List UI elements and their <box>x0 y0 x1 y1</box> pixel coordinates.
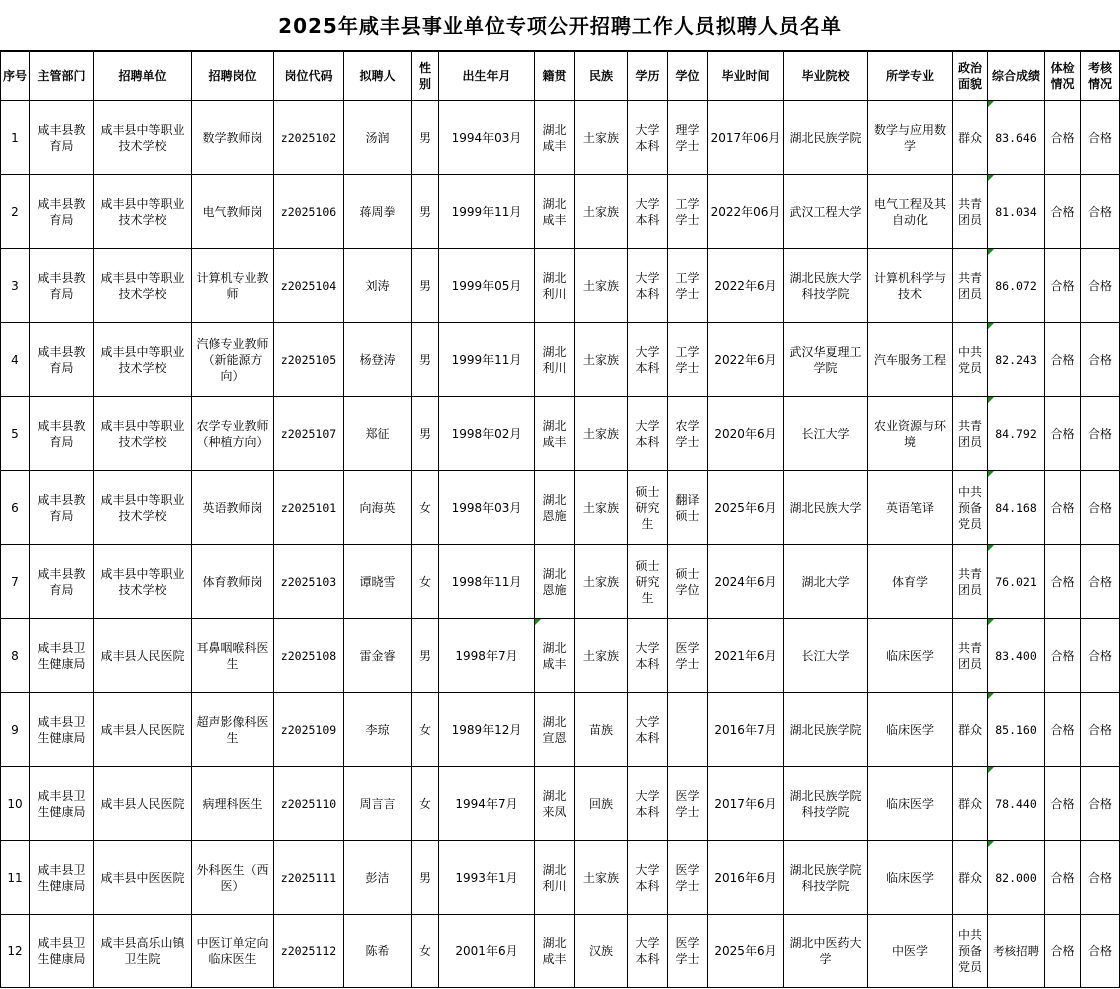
cell-employer[interactable]: 咸丰县人民医院 <box>94 619 192 693</box>
table-row[interactable] <box>1 397 1120 471</box>
cell-employer[interactable]: 咸丰县中等职业技术学校 <box>94 175 192 249</box>
cell-education[interactable]: 大学本科 <box>628 323 668 397</box>
cell-ethnicity[interactable]: 苗族 <box>575 693 628 767</box>
cell-major[interactable]: 农业资源与环境 <box>868 397 953 471</box>
cell-political-status[interactable]: 共青团员 <box>953 619 988 693</box>
table-row[interactable] <box>1 249 1120 323</box>
cell-major[interactable]: 临床医学 <box>868 841 953 915</box>
cell-index[interactable]: 7 <box>1 545 30 619</box>
cell-assessment[interactable]: 合格 <box>1081 619 1120 693</box>
cell-physical-exam[interactable]: 合格 <box>1045 101 1081 175</box>
cell-graduation-date[interactable]: 2022年6月 <box>708 323 784 397</box>
cell-score[interactable]: 84.168 <box>988 471 1045 545</box>
header-cell: 毕业院校 <box>784 52 868 101</box>
cell-employer[interactable]: 咸丰县人民医院 <box>94 767 192 841</box>
cell-position-code[interactable]: z2025101 <box>274 471 344 545</box>
cell-index[interactable]: 8 <box>1 619 30 693</box>
cell-graduation-date[interactable]: 2016年6月 <box>708 841 784 915</box>
cell-assessment[interactable]: 合格 <box>1081 175 1120 249</box>
cell-gender[interactable]: 男 <box>412 397 439 471</box>
cell-native-place[interactable]: 湖北利川 <box>535 841 575 915</box>
cell-score[interactable]: 86.072 <box>988 249 1045 323</box>
cell-degree[interactable]: 医学学士 <box>668 619 708 693</box>
cell-education[interactable]: 大学本科 <box>628 915 668 988</box>
cell-position[interactable]: 英语教师岗 <box>192 471 274 545</box>
cell-employer[interactable]: 咸丰县高乐山镇卫生院 <box>94 915 192 988</box>
cell-assessment[interactable]: 合格 <box>1081 323 1120 397</box>
cell-department[interactable]: 咸丰县教育局 <box>30 175 94 249</box>
cell-candidate-name[interactable]: 彭洁 <box>344 841 412 915</box>
cell-candidate-name[interactable]: 周言言 <box>344 767 412 841</box>
candidate-table <box>0 51 1120 988</box>
cell-assessment[interactable]: 合格 <box>1081 841 1120 915</box>
cell-position-code[interactable]: z2025104 <box>274 249 344 323</box>
table-row[interactable] <box>1 915 1120 988</box>
header-cell: 学历 <box>628 52 668 101</box>
cell-employer[interactable]: 咸丰县中医医院 <box>94 841 192 915</box>
cell-school[interactable]: 湖北民族学院 <box>784 693 868 767</box>
cell-score[interactable]: 考核招聘 <box>988 915 1045 988</box>
cell-department[interactable]: 咸丰县教育局 <box>30 471 94 545</box>
cell-native-place[interactable]: 湖北来凤 <box>535 767 575 841</box>
cell-ethnicity[interactable]: 土家族 <box>575 175 628 249</box>
cell-native-place[interactable]: 湖北咸丰 <box>535 397 575 471</box>
cell-native-place[interactable]: 湖北咸丰 <box>535 915 575 988</box>
cell-ethnicity[interactable]: 土家族 <box>575 471 628 545</box>
cell-physical-exam[interactable]: 合格 <box>1045 693 1081 767</box>
cell-gender[interactable]: 男 <box>412 101 439 175</box>
cell-school[interactable]: 长江大学 <box>784 397 868 471</box>
cell-employer[interactable]: 咸丰县中等职业技术学校 <box>94 397 192 471</box>
cell-ethnicity[interactable]: 回族 <box>575 767 628 841</box>
cell-employer[interactable]: 咸丰县人民医院 <box>94 693 192 767</box>
cell-native-place[interactable]: 湖北咸丰 <box>535 101 575 175</box>
cell-index[interactable]: 2 <box>1 175 30 249</box>
cell-candidate-name[interactable]: 雷金睿 <box>344 619 412 693</box>
cell-department[interactable]: 咸丰县卫生健康局 <box>30 767 94 841</box>
cell-position-code[interactable]: z2025109 <box>274 693 344 767</box>
cell-birth-date[interactable]: 1998年7月 <box>439 619 535 693</box>
cell-graduation-date[interactable]: 2017年06月 <box>708 101 784 175</box>
cell-native-place[interactable]: 湖北利川 <box>535 249 575 323</box>
cell-index[interactable]: 6 <box>1 471 30 545</box>
cell-native-place[interactable]: 湖北咸丰 <box>535 175 575 249</box>
cell-education[interactable]: 大学本科 <box>628 693 668 767</box>
cell-index[interactable]: 5 <box>1 397 30 471</box>
cell-birth-date[interactable]: 1998年11月 <box>439 545 535 619</box>
cell-physical-exam[interactable]: 合格 <box>1045 767 1081 841</box>
cell-political-status[interactable]: 中共预备党员 <box>953 915 988 988</box>
cell-score[interactable]: 78.440 <box>988 767 1045 841</box>
cell-degree[interactable]: 农学学士 <box>668 397 708 471</box>
cell-candidate-name[interactable]: 刘涛 <box>344 249 412 323</box>
cell-index[interactable]: 4 <box>1 323 30 397</box>
cell-birth-date[interactable]: 1999年11月 <box>439 323 535 397</box>
document-title: 2025年咸丰县事业单位专项公开招聘工作人员拟聘人员名单 <box>0 0 1120 51</box>
cell-department[interactable]: 咸丰县卫生健康局 <box>30 693 94 767</box>
cell-physical-exam[interactable]: 合格 <box>1045 545 1081 619</box>
cell-position[interactable]: 电气教师岗 <box>192 175 274 249</box>
cell-gender[interactable]: 女 <box>412 915 439 988</box>
cell-school[interactable]: 湖北中医药大学 <box>784 915 868 988</box>
cell-degree[interactable]: 工学学士 <box>668 249 708 323</box>
cell-political-status[interactable]: 共青团员 <box>953 175 988 249</box>
cell-education[interactable]: 大学本科 <box>628 619 668 693</box>
cell-school[interactable]: 湖北民族学院科技学院 <box>784 767 868 841</box>
cell-graduation-date[interactable]: 2025年6月 <box>708 471 784 545</box>
cell-degree[interactable]: 医学学士 <box>668 841 708 915</box>
table-row[interactable] <box>1 545 1120 619</box>
table-row[interactable] <box>1 841 1120 915</box>
cell-native-place[interactable]: 湖北宣恩 <box>535 693 575 767</box>
cell-candidate-name[interactable]: 李琼 <box>344 693 412 767</box>
cell-employer[interactable]: 咸丰县中等职业技术学校 <box>94 471 192 545</box>
cell-school[interactable]: 长江大学 <box>784 619 868 693</box>
cell-assessment[interactable]: 合格 <box>1081 915 1120 988</box>
cell-employer[interactable]: 咸丰县中等职业技术学校 <box>94 323 192 397</box>
cell-major[interactable]: 电气工程及其自动化 <box>868 175 953 249</box>
cell-degree[interactable]: 工学学士 <box>668 323 708 397</box>
cell-score[interactable]: 82.243 <box>988 323 1045 397</box>
cell-ethnicity[interactable]: 土家族 <box>575 101 628 175</box>
cell-graduation-date[interactable]: 2024年6月 <box>708 545 784 619</box>
cell-position[interactable]: 体育教师岗 <box>192 545 274 619</box>
cell-education[interactable]: 硕士研究生 <box>628 545 668 619</box>
header-cell: 考核情况 <box>1081 52 1120 101</box>
cell-native-place[interactable]: 湖北恩施 <box>535 545 575 619</box>
cell-assessment[interactable]: 合格 <box>1081 249 1120 323</box>
table-row[interactable] <box>1 693 1120 767</box>
cell-political-status[interactable]: 群众 <box>953 767 988 841</box>
cell-assessment[interactable]: 合格 <box>1081 693 1120 767</box>
cell-school[interactable]: 湖北民族学院 <box>784 101 868 175</box>
cell-assessment[interactable]: 合格 <box>1081 397 1120 471</box>
cell-birth-date[interactable]: 1998年02月 <box>439 397 535 471</box>
cell-school[interactable]: 湖北民族大学科技学院 <box>784 249 868 323</box>
cell-education[interactable]: 大学本科 <box>628 841 668 915</box>
header-cell: 序号 <box>1 52 30 101</box>
table-row[interactable] <box>1 101 1120 175</box>
cell-ethnicity[interactable]: 土家族 <box>575 841 628 915</box>
cell-department[interactable]: 咸丰县卫生健康局 <box>30 619 94 693</box>
cell-major[interactable]: 临床医学 <box>868 693 953 767</box>
cell-department[interactable]: 咸丰县教育局 <box>30 101 94 175</box>
header-cell: 拟聘人 <box>344 52 412 101</box>
cell-major[interactable]: 汽车服务工程 <box>868 323 953 397</box>
cell-school[interactable]: 湖北大学 <box>784 545 868 619</box>
cell-index[interactable]: 1 <box>1 101 30 175</box>
cell-major[interactable]: 中医学 <box>868 915 953 988</box>
cell-major[interactable]: 临床医学 <box>868 767 953 841</box>
cell-major[interactable]: 临床医学 <box>868 619 953 693</box>
cell-gender[interactable]: 男 <box>412 175 439 249</box>
cell-candidate-name[interactable]: 汤润 <box>344 101 412 175</box>
cell-gender[interactable]: 男 <box>412 323 439 397</box>
cell-position[interactable]: 中医订单定向临床医生 <box>192 915 274 988</box>
cell-native-place[interactable]: 湖北恩施 <box>535 471 575 545</box>
cell-physical-exam[interactable]: 合格 <box>1045 175 1081 249</box>
cell-ethnicity[interactable]: 土家族 <box>575 619 628 693</box>
cell-political-status[interactable]: 群众 <box>953 101 988 175</box>
cell-position-code[interactable]: z2025111 <box>274 841 344 915</box>
cell-education[interactable]: 大学本科 <box>628 101 668 175</box>
header-cell: 性别 <box>412 52 439 101</box>
cell-position-code[interactable]: z2025108 <box>274 619 344 693</box>
cell-department[interactable]: 咸丰县教育局 <box>30 323 94 397</box>
cell-gender[interactable]: 男 <box>412 841 439 915</box>
cell-political-status[interactable]: 共青团员 <box>953 545 988 619</box>
cell-candidate-name[interactable]: 谭晓雪 <box>344 545 412 619</box>
cell-department[interactable]: 咸丰县教育局 <box>30 249 94 323</box>
cell-index[interactable]: 12 <box>1 915 30 988</box>
cell-gender[interactable]: 女 <box>412 471 439 545</box>
cell-birth-date[interactable]: 1998年03月 <box>439 471 535 545</box>
cell-education[interactable]: 大学本科 <box>628 397 668 471</box>
cell-score[interactable]: 85.160 <box>988 693 1045 767</box>
cell-index[interactable]: 11 <box>1 841 30 915</box>
cell-gender[interactable]: 女 <box>412 767 439 841</box>
cell-position-code[interactable]: z2025107 <box>274 397 344 471</box>
header-cell: 主管部门 <box>30 52 94 101</box>
cell-birth-date[interactable]: 1994年7月 <box>439 767 535 841</box>
cell-political-status[interactable]: 共青团员 <box>953 249 988 323</box>
cell-birth-date[interactable]: 1999年11月 <box>439 175 535 249</box>
cell-graduation-date[interactable]: 2020年6月 <box>708 397 784 471</box>
cell-gender[interactable]: 女 <box>412 545 439 619</box>
cell-school[interactable]: 武汉华夏理工学院 <box>784 323 868 397</box>
table-row[interactable] <box>1 619 1120 693</box>
cell-position[interactable]: 外科医生（西医） <box>192 841 274 915</box>
cell-position-code[interactable]: z2025105 <box>274 323 344 397</box>
table-row[interactable] <box>1 323 1120 397</box>
cell-candidate-name[interactable]: 陈希 <box>344 915 412 988</box>
cell-political-status[interactable]: 中共预备党员 <box>953 471 988 545</box>
cell-native-place[interactable]: 湖北利川 <box>535 323 575 397</box>
cell-birth-date[interactable]: 1994年03月 <box>439 101 535 175</box>
cell-index[interactable]: 3 <box>1 249 30 323</box>
cell-score[interactable]: 83.400 <box>988 619 1045 693</box>
cell-major[interactable]: 计算机科学与技术 <box>868 249 953 323</box>
cell-candidate-name[interactable]: 杨登涛 <box>344 323 412 397</box>
cell-major[interactable]: 英语笔译 <box>868 471 953 545</box>
cell-position-code[interactable]: z2025106 <box>274 175 344 249</box>
cell-ethnicity[interactable]: 汉族 <box>575 915 628 988</box>
cell-department[interactable]: 咸丰县教育局 <box>30 397 94 471</box>
cell-graduation-date[interactable]: 2022年6月 <box>708 249 784 323</box>
cell-school[interactable]: 湖北民族学院科技学院 <box>784 841 868 915</box>
cell-degree[interactable]: 医学学士 <box>668 767 708 841</box>
cell-graduation-date[interactable]: 2022年06月 <box>708 175 784 249</box>
cell-ethnicity[interactable]: 土家族 <box>575 323 628 397</box>
cell-employer[interactable]: 咸丰县中等职业技术学校 <box>94 545 192 619</box>
cell-position[interactable]: 计算机专业教师 <box>192 249 274 323</box>
cell-birth-date[interactable]: 1999年05月 <box>439 249 535 323</box>
cell-assessment[interactable]: 合格 <box>1081 101 1120 175</box>
cell-score[interactable]: 83.646 <box>988 101 1045 175</box>
cell-position[interactable]: 病理科医生 <box>192 767 274 841</box>
header-cell: 招聘单位 <box>94 52 192 101</box>
cell-degree[interactable] <box>668 693 708 767</box>
cell-major[interactable]: 数学与应用数学 <box>868 101 953 175</box>
cell-physical-exam[interactable]: 合格 <box>1045 841 1081 915</box>
cell-score[interactable]: 84.792 <box>988 397 1045 471</box>
cell-position-code[interactable]: z2025102 <box>274 101 344 175</box>
header-cell: 学位 <box>668 52 708 101</box>
header-cell: 政治面貌 <box>953 52 988 101</box>
table-row[interactable] <box>1 175 1120 249</box>
cell-graduation-date[interactable]: 2016年7月 <box>708 693 784 767</box>
cell-position-code[interactable]: z2025110 <box>274 767 344 841</box>
cell-degree[interactable]: 工学学士 <box>668 175 708 249</box>
cell-degree[interactable]: 医学学士 <box>668 915 708 988</box>
cell-political-status[interactable]: 群众 <box>953 841 988 915</box>
cell-assessment[interactable]: 合格 <box>1081 767 1120 841</box>
cell-score[interactable]: 82.000 <box>988 841 1045 915</box>
cell-degree[interactable]: 翻译硕士 <box>668 471 708 545</box>
cell-degree[interactable]: 硕士学位 <box>668 545 708 619</box>
cell-political-status[interactable]: 共青团员 <box>953 397 988 471</box>
cell-index[interactable]: 10 <box>1 767 30 841</box>
cell-school[interactable]: 湖北民族大学 <box>784 471 868 545</box>
cell-ethnicity[interactable]: 土家族 <box>575 249 628 323</box>
cell-political-status[interactable]: 中共党员 <box>953 323 988 397</box>
header-cell: 毕业时间 <box>708 52 784 101</box>
cell-birth-date[interactable]: 1993年1月 <box>439 841 535 915</box>
header-cell: 籍贯 <box>535 52 575 101</box>
cell-physical-exam[interactable]: 合格 <box>1045 915 1081 988</box>
cell-physical-exam[interactable]: 合格 <box>1045 249 1081 323</box>
cell-index[interactable]: 9 <box>1 693 30 767</box>
cell-position[interactable]: 耳鼻咽喉科医生 <box>192 619 274 693</box>
cell-employer[interactable]: 咸丰县中等职业技术学校 <box>94 249 192 323</box>
cell-education[interactable]: 大学本科 <box>628 249 668 323</box>
table-header-row <box>1 52 1120 101</box>
cell-major[interactable]: 体育学 <box>868 545 953 619</box>
cell-gender[interactable]: 男 <box>412 619 439 693</box>
cell-position[interactable]: 超声影像科医生 <box>192 693 274 767</box>
cell-school[interactable]: 武汉工程大学 <box>784 175 868 249</box>
header-cell: 岗位代码 <box>274 52 344 101</box>
header-cell: 出生年月 <box>439 52 535 101</box>
cell-position-code[interactable]: z2025112 <box>274 915 344 988</box>
cell-degree[interactable]: 理学学士 <box>668 101 708 175</box>
cell-candidate-name[interactable]: 向海英 <box>344 471 412 545</box>
cell-education[interactable]: 大学本科 <box>628 175 668 249</box>
cell-assessment[interactable]: 合格 <box>1081 471 1120 545</box>
cell-graduation-date[interactable]: 2025年6月 <box>708 915 784 988</box>
cell-birth-date[interactable]: 2001年6月 <box>439 915 535 988</box>
cell-position-code[interactable]: z2025103 <box>274 545 344 619</box>
cell-physical-exam[interactable]: 合格 <box>1045 323 1081 397</box>
cell-position[interactable]: 汽修专业教师（新能源方向） <box>192 323 274 397</box>
cell-graduation-date[interactable]: 2021年6月 <box>708 619 784 693</box>
table-row[interactable] <box>1 471 1120 545</box>
cell-political-status[interactable]: 群众 <box>953 693 988 767</box>
cell-education[interactable]: 硕士研究生 <box>628 471 668 545</box>
cell-gender[interactable]: 男 <box>412 249 439 323</box>
header-cell: 招聘岗位 <box>192 52 274 101</box>
table-row[interactable] <box>1 767 1120 841</box>
cell-assessment[interactable]: 合格 <box>1081 545 1120 619</box>
header-cell: 所学专业 <box>868 52 953 101</box>
cell-score[interactable]: 81.034 <box>988 175 1045 249</box>
cell-employer[interactable]: 咸丰县中等职业技术学校 <box>94 101 192 175</box>
cell-education[interactable]: 大学本科 <box>628 767 668 841</box>
cell-ethnicity[interactable]: 土家族 <box>575 397 628 471</box>
header-cell: 体检情况 <box>1045 52 1081 101</box>
cell-candidate-name[interactable]: 蒋周拳 <box>344 175 412 249</box>
cell-department[interactable]: 咸丰县卫生健康局 <box>30 915 94 988</box>
cell-physical-exam[interactable]: 合格 <box>1045 619 1081 693</box>
cell-candidate-name[interactable]: 郑征 <box>344 397 412 471</box>
cell-gender[interactable]: 女 <box>412 693 439 767</box>
cell-department[interactable]: 咸丰县卫生健康局 <box>30 841 94 915</box>
cell-native-place[interactable]: 湖北咸丰 <box>535 619 575 693</box>
cell-physical-exam[interactable]: 合格 <box>1045 471 1081 545</box>
cell-department[interactable]: 咸丰县教育局 <box>30 545 94 619</box>
cell-position[interactable]: 数学教师岗 <box>192 101 274 175</box>
cell-birth-date[interactable]: 1989年12月 <box>439 693 535 767</box>
cell-physical-exam[interactable]: 合格 <box>1045 397 1081 471</box>
cell-position[interactable]: 农学专业教师（种植方向） <box>192 397 274 471</box>
header-cell: 民族 <box>575 52 628 101</box>
cell-graduation-date[interactable]: 2017年6月 <box>708 767 784 841</box>
cell-score[interactable]: 76.021 <box>988 545 1045 619</box>
header-cell: 综合成绩 <box>988 52 1045 101</box>
cell-ethnicity[interactable]: 土家族 <box>575 545 628 619</box>
